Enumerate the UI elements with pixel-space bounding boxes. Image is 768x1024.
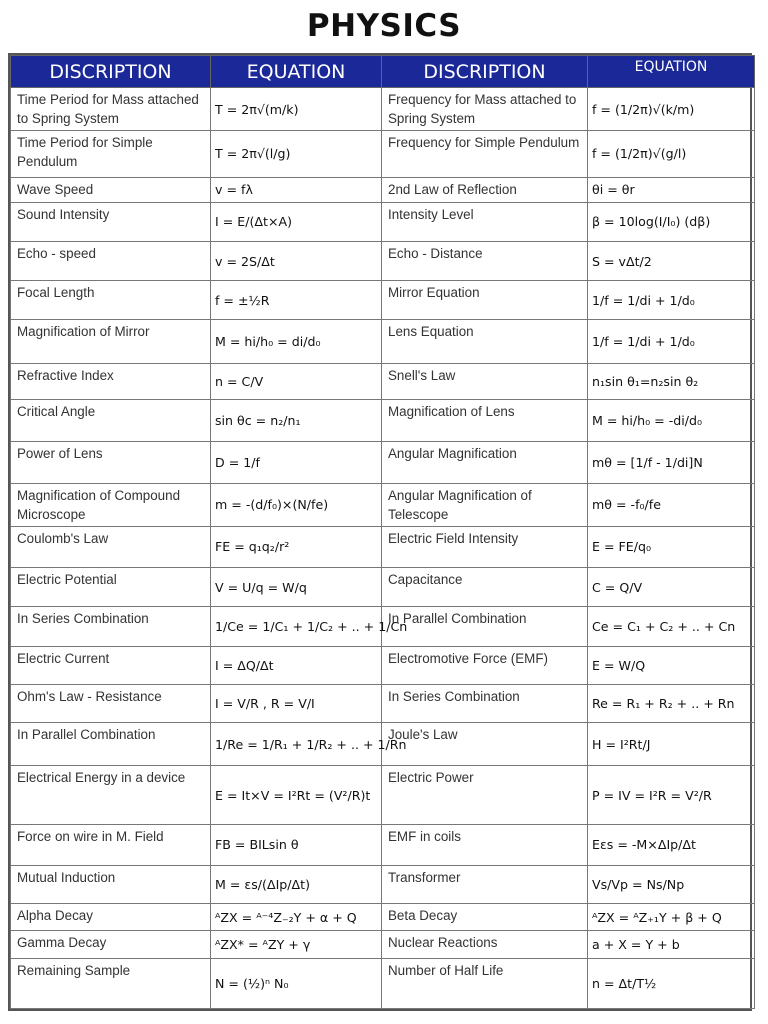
table-row [11, 281, 755, 320]
table-row [11, 483, 755, 526]
description-cell: Angular Magnification of Telescope [382, 483, 588, 526]
equation-cell: I = ΔQ/Δt [211, 646, 382, 684]
description-cell: Magnification of Lens [382, 400, 588, 442]
equation-cell: I = E/(Δt×A) [211, 202, 382, 241]
table-row [11, 684, 755, 722]
equation-cell: M = εs/(ΔIp/Δt) [211, 865, 382, 903]
equation-cell: E = W/Q [588, 646, 755, 684]
description-cell: Force on wire in M. Field [11, 824, 211, 865]
description-cell: Echo - Distance [382, 241, 588, 280]
table-body [11, 88, 755, 1009]
column-header-description-1: DISCRIPTION [11, 56, 211, 88]
equation-cell: 1/f = 1/di + 1/d₀ [588, 320, 755, 363]
description-cell: Lens Equation [382, 320, 588, 363]
equation-cell: I = V/R , R = V/I [211, 684, 382, 722]
equation-cell: n = Δt/T½ [588, 958, 755, 1008]
equation-cell: V = U/q = W/q [211, 568, 382, 607]
equation-cell: H = I²Rt/J [588, 723, 755, 766]
equation-cell: M = hi/h₀ = -di/d₀ [588, 400, 755, 442]
table-row [11, 568, 755, 607]
equation-cell: E = It×V = I²Rt = (V²/R)t [211, 766, 382, 824]
equation-cell: FE = q₁q₂/r² [211, 526, 382, 567]
description-cell: Capacitance [382, 568, 588, 607]
equation-cell: m = -(d/f₀)×(N/fe) [211, 483, 382, 526]
description-cell: Electric Power [382, 766, 588, 824]
table-row [11, 646, 755, 684]
equation-cell: n = C/V [211, 363, 382, 399]
page-title: PHYSICS [306, 8, 462, 44]
description-cell: Electrical Energy in a device [11, 766, 211, 824]
equation-cell: ᴬ𝖹X = ᴬ𝖹₊₁Y + β + Q [588, 904, 755, 931]
table-row [11, 442, 755, 483]
description-cell: Critical Angle [11, 400, 211, 442]
description-cell: Magnification of Compound Microscope [11, 483, 211, 526]
description-cell: In Parallel Combination [382, 607, 588, 646]
equation-cell: E = FE/q₀ [588, 526, 755, 567]
column-header-equation-2: EQUATION [588, 56, 755, 88]
table-row [11, 607, 755, 646]
description-cell: Joule's Law [382, 723, 588, 766]
equation-cell: mθ = [1/f - 1/di]N [588, 442, 755, 483]
description-cell: Coulomb's Law [11, 526, 211, 567]
description-cell: Electric Current [11, 646, 211, 684]
table-row [11, 202, 755, 241]
description-cell: Echo - speed [11, 241, 211, 280]
equation-cell: Ce = C₁ + C₂ + .. + Cn [588, 607, 755, 646]
equation-cell: sin θc = n₂/n₁ [211, 400, 382, 442]
equation-cell: f = (1/2π)√(k/m) [588, 88, 755, 131]
description-cell: In Series Combination [11, 607, 211, 646]
description-cell: Focal Length [11, 281, 211, 320]
formula-table [10, 55, 755, 1009]
description-cell: Electromotive Force (EMF) [382, 646, 588, 684]
equation-cell: Vs/Vp = Ns/Np [588, 865, 755, 903]
table-row [11, 824, 755, 865]
equation-cell: ᴬ𝖹X* = ᴬ𝖹Y + γ [211, 931, 382, 958]
description-cell: Electric Potential [11, 568, 211, 607]
table-row [11, 131, 755, 177]
table-row [11, 766, 755, 824]
description-cell: Ohm's Law - Resistance [11, 684, 211, 722]
description-cell: Time Period for Simple Pendulum [11, 131, 211, 177]
description-cell: Transformer [382, 865, 588, 903]
table-row [11, 88, 755, 131]
description-cell: EMF in coils [382, 824, 588, 865]
description-cell: Wave Speed [11, 177, 211, 202]
equation-cell: 1/Re = 1/R₁ + 1/R₂ + .. + 1/Rn [211, 723, 382, 766]
equation-cell: 1/Ce = 1/C₁ + 1/C₂ + .. + 1/Cn [211, 607, 382, 646]
table-row [11, 177, 755, 202]
equation-cell: 1/f = 1/di + 1/d₀ [588, 281, 755, 320]
equation-cell: f = ±½R [211, 281, 382, 320]
table-row [11, 400, 755, 442]
description-cell: Snell's Law [382, 363, 588, 399]
description-cell: Time Period for Mass attached to Spring System [11, 88, 211, 131]
equation-cell: f = (1/2π)√(g/l) [588, 131, 755, 177]
description-cell: Electric Field Intensity [382, 526, 588, 567]
equation-cell: D = 1/f [211, 442, 382, 483]
description-cell: Mirror Equation [382, 281, 588, 320]
column-header-description-2: DISCRIPTION [382, 56, 588, 88]
description-cell: Mutual Induction [11, 865, 211, 903]
description-cell: In Series Combination [382, 684, 588, 722]
description-cell: Frequency for Mass attached to Spring System [382, 88, 588, 131]
equation-cell: Eεs = -M×ΔIp/Δt [588, 824, 755, 865]
description-cell: Power of Lens [11, 442, 211, 483]
formula-sheet [8, 53, 752, 1011]
table-row [11, 958, 755, 1008]
description-cell: Angular Magnification [382, 442, 588, 483]
equation-cell: Re = R₁ + R₂ + .. + Rn [588, 684, 755, 722]
description-cell: Frequency for Simple Pendulum [382, 131, 588, 177]
description-cell: Gamma Decay [11, 931, 211, 958]
equation-cell: a + X = Y + b [588, 931, 755, 958]
description-cell: Refractive Index [11, 363, 211, 399]
header-row [11, 56, 755, 88]
equation-cell: n₁sin θ₁=n₂sin θ₂ [588, 363, 755, 399]
description-cell: Magnification of Mirror [11, 320, 211, 363]
description-cell: Beta Decay [382, 904, 588, 931]
equation-cell: v = fλ [211, 177, 382, 202]
table-row [11, 241, 755, 280]
description-cell: Intensity Level [382, 202, 588, 241]
equation-cell: C = Q/V [588, 568, 755, 607]
equation-cell: N = (½)ⁿ N₀ [211, 958, 382, 1008]
table-row [11, 320, 755, 363]
description-cell: Number of Half Life [382, 958, 588, 1008]
table-row [11, 723, 755, 766]
equation-cell: β = 10log(I/I₀) (dβ) [588, 202, 755, 241]
table-row [11, 526, 755, 567]
column-header-equation-1: EQUATION [211, 56, 382, 88]
equation-cell: T = 2π√(l/g) [211, 131, 382, 177]
equation-cell: mθ = -f₀/fe [588, 483, 755, 526]
description-cell: 2nd Law of Reflection [382, 177, 588, 202]
table-row [11, 904, 755, 931]
table-row [11, 363, 755, 399]
description-cell: Nuclear Reactions [382, 931, 588, 958]
description-cell: Remaining Sample [11, 958, 211, 1008]
equation-cell: T = 2π√(m/k) [211, 88, 382, 131]
description-cell: In Parallel Combination [11, 723, 211, 766]
table-row [11, 865, 755, 903]
equation-cell: θi = θr [588, 177, 755, 202]
equation-cell: M = hi/h₀ = di/d₀ [211, 320, 382, 363]
equation-cell: P = IV = I²R = V²/R [588, 766, 755, 824]
table-row [11, 931, 755, 958]
description-cell: Sound Intensity [11, 202, 211, 241]
description-cell: Alpha Decay [11, 904, 211, 931]
equation-cell: ᴬ𝖹X = ᴬ⁻⁴𝖹₋₂Y + α + Q [211, 904, 382, 931]
equation-cell: FB = BILsin θ [211, 824, 382, 865]
equation-cell: v = 2S/Δt [211, 241, 382, 280]
equation-cell: S = vΔt/2 [588, 241, 755, 280]
